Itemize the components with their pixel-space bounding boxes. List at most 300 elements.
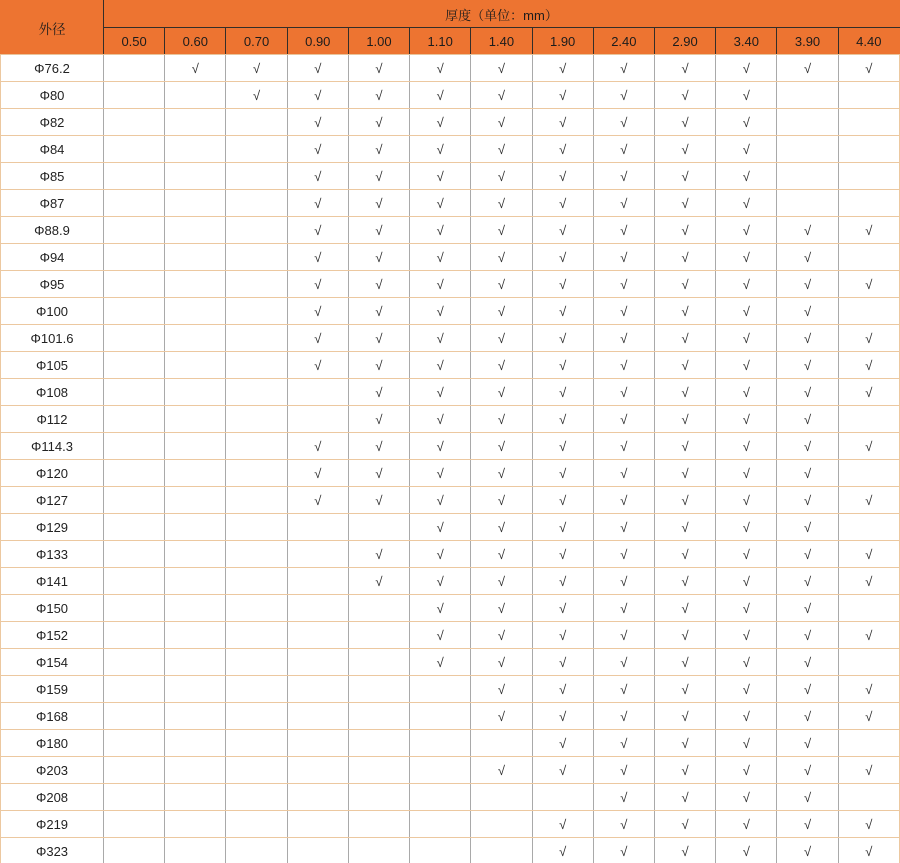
check-cell: √ [287, 109, 348, 136]
empty-cell [348, 757, 409, 784]
check-cell: √ [410, 433, 471, 460]
check-cell: √ [287, 163, 348, 190]
check-cell: √ [287, 217, 348, 244]
check-cell: √ [654, 406, 715, 433]
check-cell: √ [410, 460, 471, 487]
empty-cell [471, 811, 532, 838]
check-cell: √ [838, 811, 899, 838]
check-cell: √ [532, 109, 593, 136]
check-cell: √ [838, 568, 899, 595]
table-row [1, 595, 900, 622]
check-cell: √ [777, 811, 838, 838]
check-cell: √ [532, 406, 593, 433]
diameter-cell: Φ85 [1, 163, 104, 190]
check-cell: √ [777, 352, 838, 379]
empty-cell [226, 514, 287, 541]
check-cell: √ [532, 514, 593, 541]
check-cell: √ [471, 406, 532, 433]
check-cell: √ [348, 325, 409, 352]
check-cell: √ [410, 55, 471, 82]
empty-cell [165, 217, 226, 244]
check-cell: √ [777, 730, 838, 757]
empty-cell [777, 190, 838, 217]
empty-cell [777, 82, 838, 109]
check-cell: √ [838, 541, 899, 568]
empty-cell [287, 514, 348, 541]
check-cell: √ [777, 676, 838, 703]
table-row [1, 379, 900, 406]
check-cell: √ [716, 487, 777, 514]
diameter-cell: Φ208 [1, 784, 104, 811]
check-cell: √ [838, 838, 899, 863]
thickness-col-header: 1.40 [471, 28, 532, 55]
thickness-col-header: 0.60 [165, 28, 226, 55]
empty-cell [838, 109, 899, 136]
empty-cell [410, 838, 471, 863]
check-cell: √ [471, 109, 532, 136]
check-cell: √ [654, 703, 715, 730]
check-cell: √ [593, 568, 654, 595]
check-cell: √ [532, 487, 593, 514]
check-cell: √ [287, 433, 348, 460]
check-cell: √ [471, 163, 532, 190]
check-cell: √ [777, 460, 838, 487]
check-cell: √ [654, 514, 715, 541]
empty-cell [226, 730, 287, 757]
check-cell: √ [410, 109, 471, 136]
empty-cell [287, 568, 348, 595]
check-cell: √ [716, 730, 777, 757]
check-cell: √ [654, 784, 715, 811]
check-cell: √ [838, 433, 899, 460]
check-cell: √ [654, 433, 715, 460]
check-cell: √ [348, 568, 409, 595]
empty-cell [226, 217, 287, 244]
empty-cell [287, 811, 348, 838]
check-cell: √ [471, 460, 532, 487]
check-cell: √ [410, 514, 471, 541]
empty-cell [410, 784, 471, 811]
check-cell: √ [348, 541, 409, 568]
empty-cell [777, 136, 838, 163]
check-cell: √ [287, 244, 348, 271]
check-cell: √ [532, 271, 593, 298]
check-cell: √ [716, 352, 777, 379]
check-cell: √ [471, 190, 532, 217]
empty-cell [410, 757, 471, 784]
empty-cell [165, 244, 226, 271]
check-cell: √ [716, 163, 777, 190]
table-row [1, 325, 900, 352]
check-cell: √ [471, 379, 532, 406]
check-cell: √ [777, 406, 838, 433]
check-cell: √ [716, 271, 777, 298]
check-cell: √ [593, 55, 654, 82]
empty-cell [287, 784, 348, 811]
check-cell: √ [716, 595, 777, 622]
empty-cell [104, 136, 165, 163]
check-cell: √ [716, 190, 777, 217]
check-cell: √ [654, 352, 715, 379]
check-cell: √ [777, 298, 838, 325]
empty-cell [104, 676, 165, 703]
empty-cell [287, 595, 348, 622]
empty-cell [471, 730, 532, 757]
empty-cell [165, 325, 226, 352]
check-cell: √ [593, 460, 654, 487]
check-cell: √ [348, 244, 409, 271]
thickness-col-header: 2.40 [593, 28, 654, 55]
empty-cell [104, 730, 165, 757]
check-cell: √ [532, 811, 593, 838]
diameter-cell: Φ82 [1, 109, 104, 136]
check-cell: √ [777, 541, 838, 568]
check-cell: √ [532, 595, 593, 622]
table-row [1, 352, 900, 379]
empty-cell [348, 649, 409, 676]
thickness-col-header: 3.40 [716, 28, 777, 55]
check-cell: √ [532, 352, 593, 379]
diameter-cell: Φ87 [1, 190, 104, 217]
check-cell: √ [287, 55, 348, 82]
check-cell: √ [838, 757, 899, 784]
check-cell: √ [716, 514, 777, 541]
empty-cell [226, 811, 287, 838]
check-cell: √ [716, 811, 777, 838]
check-cell: √ [593, 703, 654, 730]
empty-cell [838, 244, 899, 271]
empty-cell [165, 595, 226, 622]
empty-cell [471, 838, 532, 863]
check-cell: √ [777, 703, 838, 730]
check-cell: √ [777, 217, 838, 244]
table-row [1, 244, 900, 271]
empty-cell [410, 811, 471, 838]
empty-cell [838, 514, 899, 541]
check-cell: √ [532, 676, 593, 703]
check-cell: √ [593, 595, 654, 622]
check-cell: √ [410, 406, 471, 433]
table-row [1, 82, 900, 109]
check-cell: √ [777, 649, 838, 676]
check-cell: √ [716, 298, 777, 325]
check-cell: √ [471, 514, 532, 541]
empty-cell [838, 190, 899, 217]
empty-cell [287, 541, 348, 568]
check-cell: √ [838, 271, 899, 298]
check-cell: √ [593, 82, 654, 109]
empty-cell [348, 622, 409, 649]
check-cell: √ [838, 676, 899, 703]
check-cell: √ [348, 352, 409, 379]
empty-cell [226, 325, 287, 352]
check-cell: √ [593, 811, 654, 838]
table-row [1, 136, 900, 163]
check-cell: √ [471, 487, 532, 514]
check-cell: √ [654, 757, 715, 784]
check-cell: √ [532, 190, 593, 217]
check-cell: √ [287, 325, 348, 352]
check-cell: √ [471, 568, 532, 595]
check-cell: √ [410, 190, 471, 217]
check-cell: √ [410, 568, 471, 595]
table-row [1, 730, 900, 757]
diameter-cell: Φ168 [1, 703, 104, 730]
empty-cell [410, 703, 471, 730]
check-cell: √ [654, 163, 715, 190]
diameter-cell: Φ105 [1, 352, 104, 379]
diameter-cell: Φ219 [1, 811, 104, 838]
table-row [1, 217, 900, 244]
check-cell: √ [593, 352, 654, 379]
check-cell: √ [593, 676, 654, 703]
check-cell: √ [716, 703, 777, 730]
check-cell: √ [716, 838, 777, 863]
check-cell: √ [593, 190, 654, 217]
check-cell: √ [654, 55, 715, 82]
empty-cell [104, 325, 165, 352]
table-row [1, 514, 900, 541]
table-row [1, 703, 900, 730]
empty-cell [104, 271, 165, 298]
diameter-cell: Φ154 [1, 649, 104, 676]
empty-cell [104, 649, 165, 676]
check-cell: √ [593, 163, 654, 190]
check-cell: √ [410, 541, 471, 568]
check-cell: √ [287, 136, 348, 163]
check-cell: √ [777, 622, 838, 649]
empty-cell [226, 190, 287, 217]
check-cell: √ [716, 406, 777, 433]
check-cell: √ [348, 136, 409, 163]
empty-cell [348, 703, 409, 730]
empty-cell [348, 514, 409, 541]
check-cell: √ [348, 406, 409, 433]
check-cell: √ [654, 217, 715, 244]
diameter-cell: Φ94 [1, 244, 104, 271]
empty-cell [226, 244, 287, 271]
empty-cell [165, 703, 226, 730]
empty-cell [838, 406, 899, 433]
diameter-cell: Φ100 [1, 298, 104, 325]
check-cell: √ [654, 460, 715, 487]
diameter-cell: Φ129 [1, 514, 104, 541]
check-cell: √ [654, 541, 715, 568]
empty-cell [165, 379, 226, 406]
empty-cell [165, 676, 226, 703]
check-cell: √ [532, 460, 593, 487]
check-cell: √ [471, 352, 532, 379]
empty-cell [287, 757, 348, 784]
empty-cell [165, 82, 226, 109]
empty-cell [165, 487, 226, 514]
empty-cell [104, 568, 165, 595]
empty-cell [165, 136, 226, 163]
table-row [1, 433, 900, 460]
empty-cell [838, 136, 899, 163]
empty-cell [165, 514, 226, 541]
empty-cell [165, 163, 226, 190]
header-row-top [1, 1, 900, 28]
table-row [1, 55, 900, 82]
thickness-col-header: 0.70 [226, 28, 287, 55]
check-cell: √ [716, 757, 777, 784]
empty-cell [471, 784, 532, 811]
check-cell: √ [348, 298, 409, 325]
diameter-cell: Φ180 [1, 730, 104, 757]
check-cell: √ [716, 460, 777, 487]
thickness-col-header: 0.90 [287, 28, 348, 55]
check-cell: √ [287, 271, 348, 298]
check-cell: √ [654, 244, 715, 271]
empty-cell [838, 784, 899, 811]
check-cell: √ [287, 460, 348, 487]
check-cell: √ [532, 55, 593, 82]
empty-cell [287, 838, 348, 863]
empty-cell [226, 838, 287, 863]
empty-cell [226, 487, 287, 514]
table-row [1, 838, 900, 863]
empty-cell [226, 298, 287, 325]
check-cell: √ [838, 55, 899, 82]
empty-cell [104, 703, 165, 730]
empty-cell [165, 730, 226, 757]
empty-cell [165, 271, 226, 298]
check-cell: √ [593, 136, 654, 163]
diameter-cell: Φ127 [1, 487, 104, 514]
check-cell: √ [410, 163, 471, 190]
check-cell: √ [777, 244, 838, 271]
check-cell: √ [471, 136, 532, 163]
check-cell: √ [593, 838, 654, 863]
empty-cell [838, 460, 899, 487]
empty-cell [226, 271, 287, 298]
check-cell: √ [532, 325, 593, 352]
check-cell: √ [838, 325, 899, 352]
check-cell: √ [654, 82, 715, 109]
check-cell: √ [654, 838, 715, 863]
check-cell: √ [532, 217, 593, 244]
check-cell: √ [348, 271, 409, 298]
empty-cell [104, 163, 165, 190]
header-row-thickness-values [1, 28, 900, 55]
diameter-cell: Φ203 [1, 757, 104, 784]
table-row [1, 190, 900, 217]
empty-cell [838, 649, 899, 676]
empty-cell [226, 622, 287, 649]
check-cell: √ [532, 541, 593, 568]
empty-cell [348, 784, 409, 811]
empty-cell [165, 622, 226, 649]
check-cell: √ [593, 541, 654, 568]
check-cell: √ [410, 325, 471, 352]
check-cell: √ [654, 298, 715, 325]
empty-cell [226, 406, 287, 433]
empty-cell [104, 379, 165, 406]
table-row [1, 298, 900, 325]
check-cell: √ [654, 811, 715, 838]
empty-cell [165, 649, 226, 676]
check-cell: √ [838, 487, 899, 514]
check-cell: √ [410, 217, 471, 244]
check-cell: √ [532, 379, 593, 406]
check-cell: √ [593, 406, 654, 433]
empty-cell [226, 460, 287, 487]
check-cell: √ [593, 298, 654, 325]
diameter-cell: Φ133 [1, 541, 104, 568]
check-cell: √ [348, 487, 409, 514]
empty-cell [532, 784, 593, 811]
check-cell: √ [716, 568, 777, 595]
check-cell: √ [348, 379, 409, 406]
check-cell: √ [471, 271, 532, 298]
empty-cell [287, 703, 348, 730]
check-cell: √ [593, 325, 654, 352]
check-cell: √ [532, 649, 593, 676]
check-cell: √ [287, 298, 348, 325]
table-row [1, 541, 900, 568]
check-cell: √ [593, 784, 654, 811]
check-cell: √ [654, 325, 715, 352]
check-cell: √ [654, 271, 715, 298]
check-cell: √ [532, 838, 593, 863]
table-row [1, 460, 900, 487]
check-cell: √ [593, 649, 654, 676]
check-cell: √ [471, 541, 532, 568]
check-cell: √ [471, 244, 532, 271]
check-cell: √ [348, 433, 409, 460]
check-cell: √ [838, 703, 899, 730]
empty-cell [348, 730, 409, 757]
diameter-cell: Φ88.9 [1, 217, 104, 244]
table-header [1, 1, 900, 55]
diameter-cell: Φ120 [1, 460, 104, 487]
thickness-unit-header: 厚度（单位：mm） [104, 1, 900, 28]
check-cell: √ [716, 244, 777, 271]
check-cell: √ [593, 622, 654, 649]
check-cell: √ [348, 163, 409, 190]
check-cell: √ [165, 55, 226, 82]
empty-cell [226, 568, 287, 595]
empty-cell [165, 568, 226, 595]
diameter-cell: Φ152 [1, 622, 104, 649]
table-row [1, 163, 900, 190]
empty-cell [165, 460, 226, 487]
check-cell: √ [471, 82, 532, 109]
check-cell: √ [777, 568, 838, 595]
check-cell: √ [410, 622, 471, 649]
check-cell: √ [654, 379, 715, 406]
check-cell: √ [287, 487, 348, 514]
check-cell: √ [654, 649, 715, 676]
empty-cell [226, 163, 287, 190]
check-cell: √ [471, 55, 532, 82]
check-cell: √ [532, 163, 593, 190]
empty-cell [165, 838, 226, 863]
table-row [1, 676, 900, 703]
empty-cell [348, 811, 409, 838]
empty-cell [165, 352, 226, 379]
table-row [1, 406, 900, 433]
check-cell: √ [226, 82, 287, 109]
check-cell: √ [471, 757, 532, 784]
empty-cell [226, 136, 287, 163]
empty-cell [165, 757, 226, 784]
check-cell: √ [716, 379, 777, 406]
check-cell: √ [348, 217, 409, 244]
outer-diameter-header: 外径 [1, 1, 104, 55]
empty-cell [104, 595, 165, 622]
